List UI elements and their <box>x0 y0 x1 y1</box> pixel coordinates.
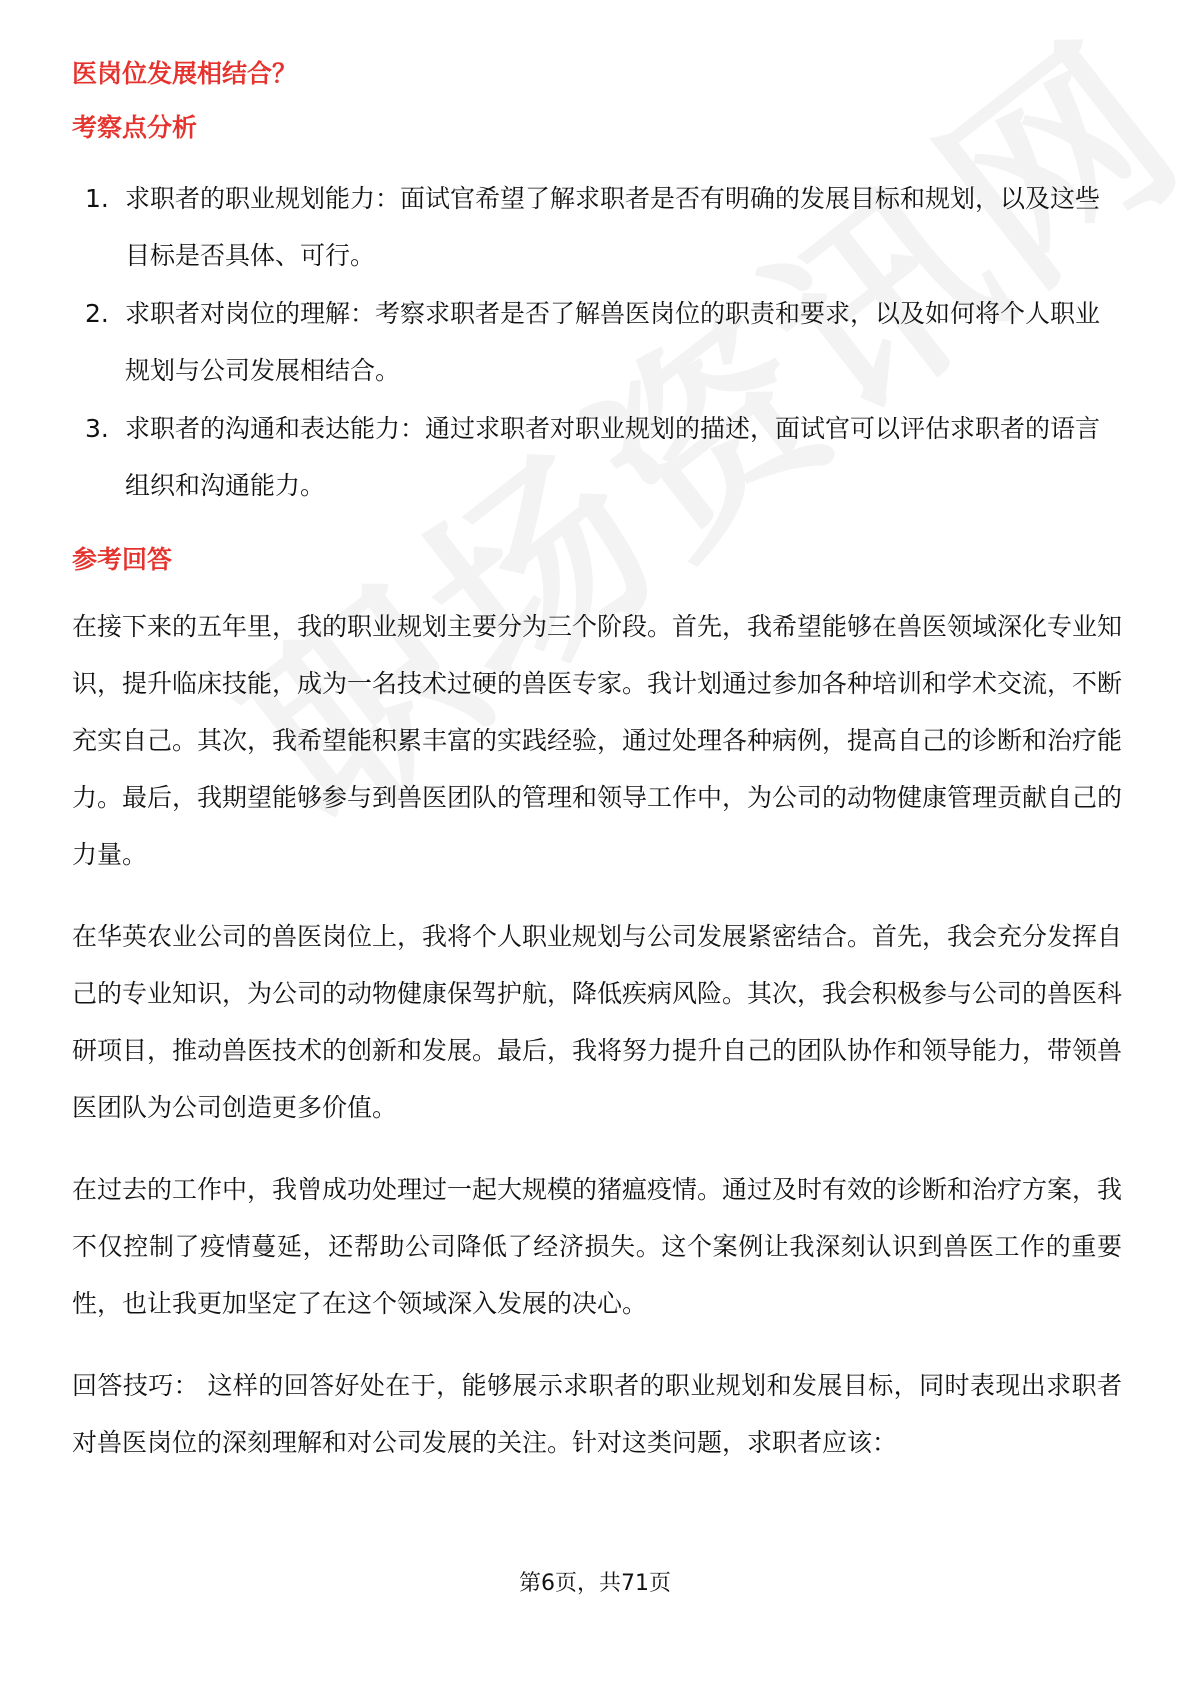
list-item-text: 求职者的职业规划能力：面试官希望了解求职者是否有明确的发展目标和规划，以及这些目标是否具体、可行。 <box>125 184 1101 270</box>
continued-question-heading: 医岗位发展相结合？ <box>72 59 298 88</box>
list-item <box>72 170 1122 284</box>
reference-answer-heading: 参考回答 <box>72 545 173 574</box>
list-item-number: 2. <box>85 299 109 328</box>
answer-paragraph: 在接下来的五年里，我的职业规划主要分为三个阶段。首先，我希望能够在兽医领域深化专业知识，提升临床技能，成为一名技术过硬的兽医专家。我计划通过参加各种培训和学术交流，不断充实自己。其次，我希望能积累丰富的实践经验，通过处理各种病例，提高自己的诊断和治疗能力。最后，我期望能够参与到兽医团队的管理和领导工作中，为公司的动物健康管理贡献自己的力量。 <box>72 612 1123 869</box>
answer-paragraph: 在华英农业公司的兽医岗位上，我将个人职业规划与公司发展紧密结合。首先，我会充分发挥自己的专业知识，为公司的动物健康保驾护航，降低疾病风险。其次，我会积极参与公司的兽医科研项目，推动兽医技术的创新和发展。最后，我将努力提升自己的团队协作和领导能力，带领兽医团队为公司创造更多价值。 <box>72 922 1123 1122</box>
list-item-number: 3. <box>85 414 109 443</box>
list-item <box>72 400 1122 514</box>
analysis-heading: 考察点分析 <box>72 113 198 142</box>
page-number-footer: 第6页，共71页 <box>519 1571 671 1596</box>
list-item-number: 1. <box>85 184 109 213</box>
answer-tips-paragraph: 回答技巧： 这样的回答好处在于，能够展示求职者的职业规划和发展目标，同时表现出求职者对兽医岗位的深刻理解和对公司发展的关注。针对这类问题，求职者应该： <box>72 1371 1122 1457</box>
answer-paragraph: 在过去的工作中，我曾成功处理过一起大规模的猪瘟疫情。通过及时有效的诊断和治疗方案，我不仅控制了疫情蔓延，还帮助公司降低了经济损失。这个案例让我深刻认识到兽医工作的重要性，也让我更加坚定了在这个领域深入发展的决心。 <box>72 1175 1123 1318</box>
analysis-points-list <box>72 170 1122 514</box>
page-content <box>72 52 1122 1471</box>
list-item-text: 求职者对岗位的理解：考察求职者是否了解兽医岗位的职责和要求，以及如何将个人职业规划与公司发展相结合。 <box>125 299 1101 385</box>
list-item-text: 求职者的沟通和表达能力：通过求职者对职业规划的描述，面试官可以评估求职者的语言组织和沟通能力。 <box>125 414 1101 500</box>
list-item <box>72 285 1122 399</box>
